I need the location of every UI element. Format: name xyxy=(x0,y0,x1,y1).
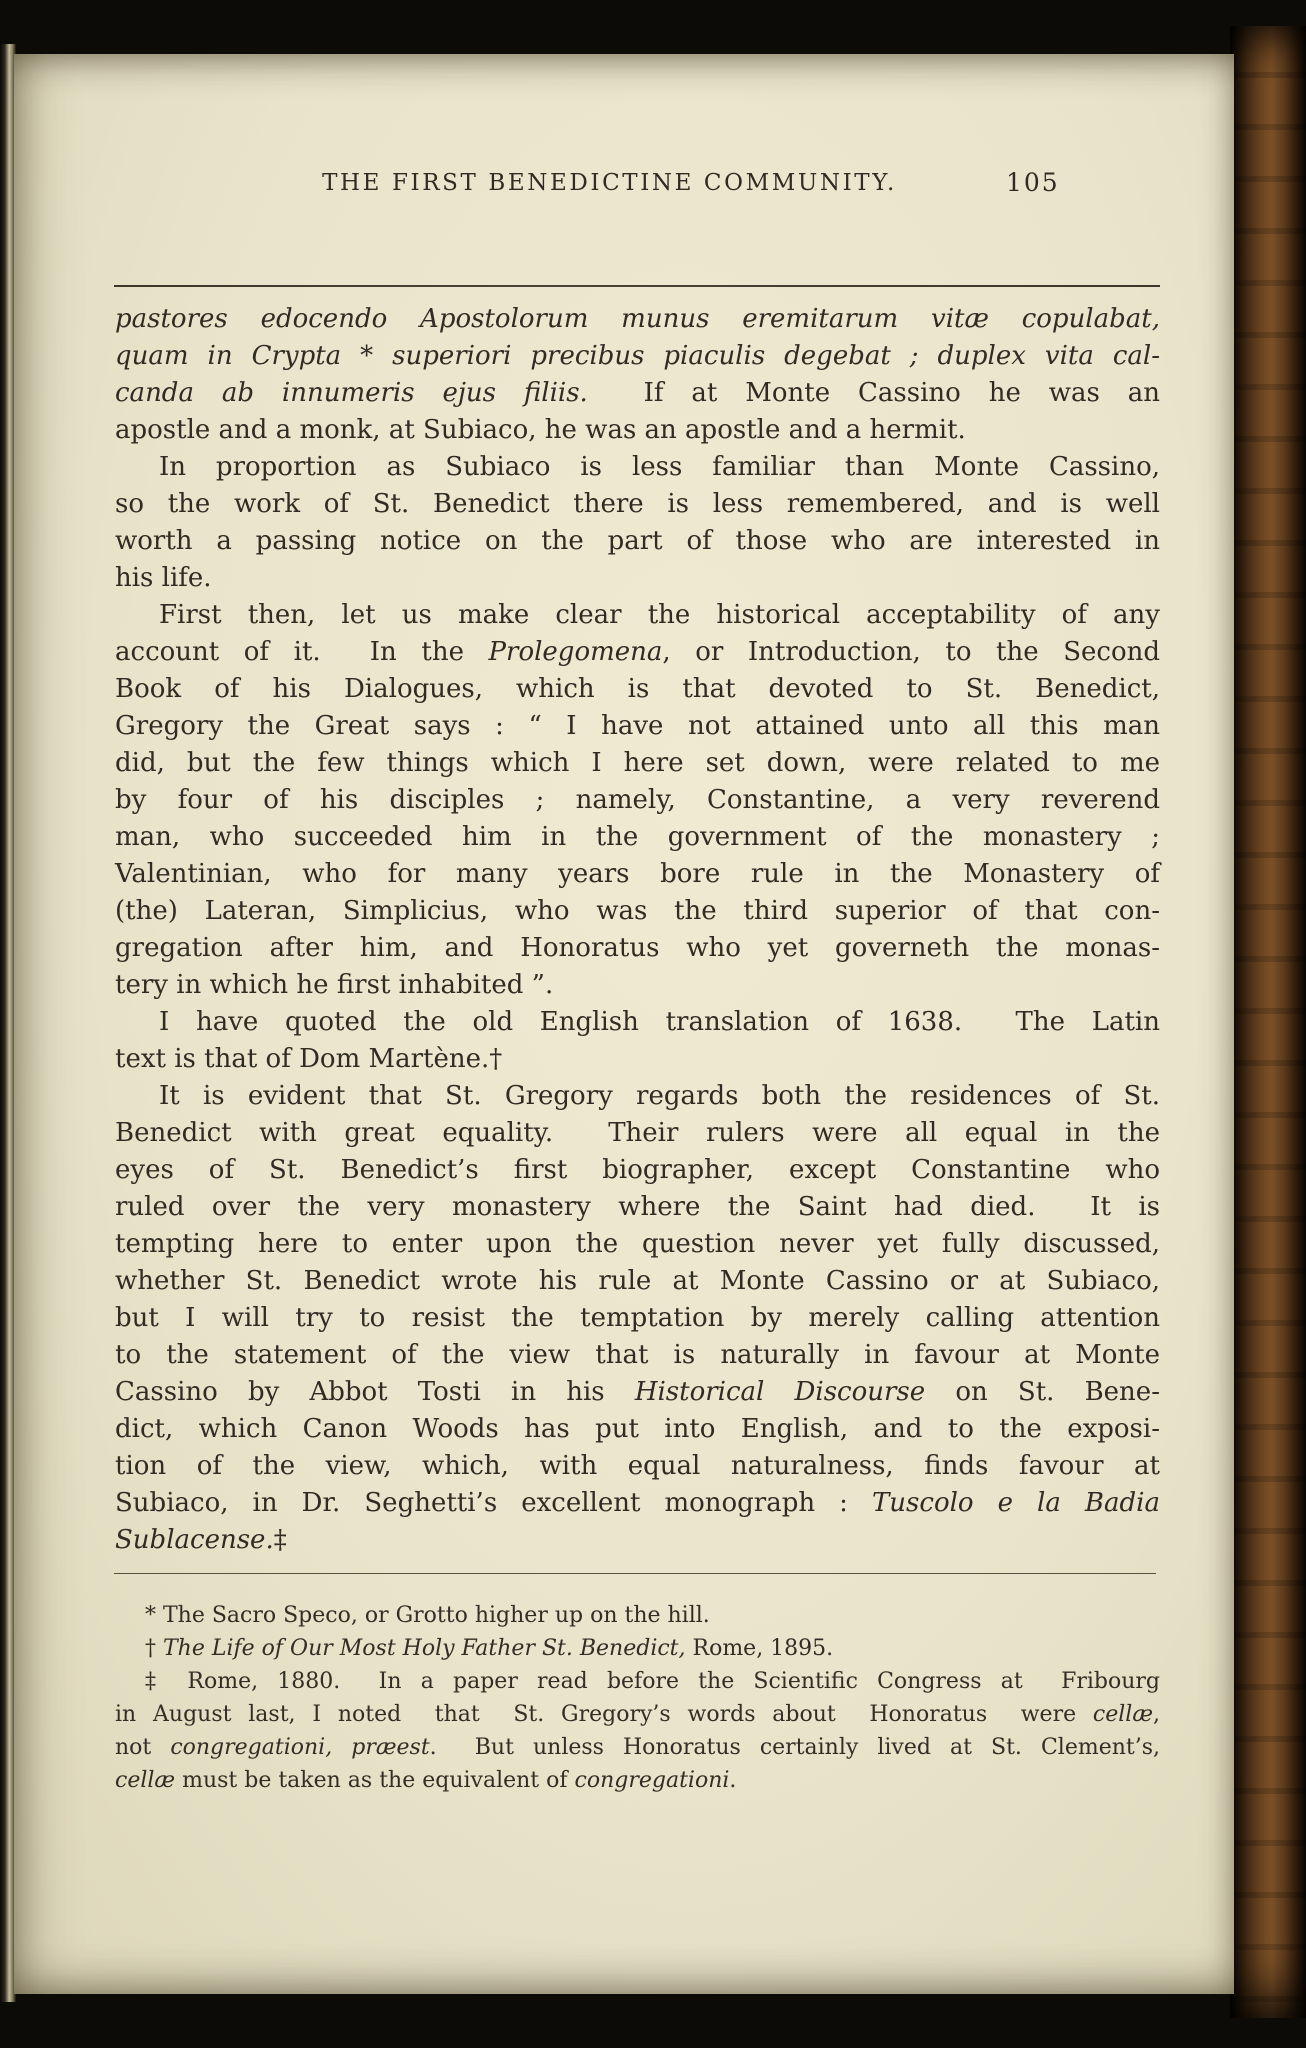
text-segment: ruled over the very monastery where the Saint had died. It is xyxy=(115,1192,1160,1222)
text-line xyxy=(115,1300,1160,1337)
text-segment: on St. Bene- xyxy=(925,1377,1160,1407)
text-line xyxy=(115,1374,1160,1411)
text-segment: pastores edocendo Apostolorum munus eremitarum vitæ copulabat, xyxy=(115,304,1160,334)
text-line xyxy=(115,671,1160,708)
text-segment: Book of his Dialogues, which is that devoted to St. Benedict, xyxy=(115,674,1160,704)
text-segment: congregationi, præest xyxy=(170,1735,430,1760)
text-line xyxy=(115,1078,1160,1115)
text-line xyxy=(115,1731,1160,1764)
text-line xyxy=(115,634,1160,671)
text-segment: Gregory the Great says : “ I have not attained unto all this man xyxy=(115,711,1160,741)
text-line xyxy=(115,1115,1160,1152)
paragraph xyxy=(115,1632,1160,1665)
text-line xyxy=(115,856,1160,893)
text-segment: Cassino by Abbot Tosti in his xyxy=(115,1377,635,1407)
text-line xyxy=(115,1226,1160,1263)
text-segment: eyes of St. Benedict’s first biographer, except Constantine who xyxy=(115,1155,1160,1185)
text-line xyxy=(115,893,1160,930)
text-line xyxy=(115,1522,1160,1559)
text-line xyxy=(115,1263,1160,1300)
text-line xyxy=(115,523,1160,560)
footnotes xyxy=(115,1599,1160,1797)
paragraph xyxy=(115,1004,1160,1078)
body-text xyxy=(115,301,1160,1559)
text-line xyxy=(115,1041,1160,1078)
text-segment: (the) Lateran, Simplicius, who was the third superior of that con- xyxy=(115,896,1160,926)
text-segment: Rome, 1895. xyxy=(685,1636,834,1661)
text-line xyxy=(115,1152,1160,1189)
text-line xyxy=(115,338,1160,375)
text-segment: Valentinian, who for many years bore rule in the Monastery of xyxy=(115,859,1160,889)
text-segment: congregationi xyxy=(574,1768,730,1793)
running-title: THE FIRST BENEDICTINE COMMUNITY. xyxy=(322,170,897,196)
text-line xyxy=(115,1485,1160,1522)
text-segment: . But unless Honoratus certainly lived at St. Clement’s, xyxy=(429,1735,1161,1760)
paragraph xyxy=(115,1599,1160,1632)
page-number: 105 xyxy=(1006,168,1060,197)
text-segment: not xyxy=(115,1735,171,1760)
text-segment: cellæ xyxy=(1092,1702,1153,1727)
text-segment: I have quoted the old English translation of 1638. The Latin xyxy=(159,1007,1160,1037)
text-segment: account of it. In the xyxy=(115,637,489,667)
text-segment: in August last, I noted that St. Gregory’s words about Honoratus were xyxy=(115,1702,1093,1727)
text-segment: worth a passing notice on the part of those who are interested in xyxy=(115,526,1160,556)
text-segment: tion of the view, which, with equal naturalness, finds favour at xyxy=(115,1451,1160,1481)
text-line xyxy=(115,597,1160,634)
text-segment: dict, which Canon Woods has put into English, and to the exposi- xyxy=(115,1414,1160,1444)
text-segment: ‡ xyxy=(273,1525,287,1555)
text-line xyxy=(115,967,1160,1004)
text-segment: * The Sacro Speco, or Grotto higher up on the hill. xyxy=(145,1603,710,1628)
text-line xyxy=(115,1632,1160,1665)
text-segment: First then, let us make clear the historical acceptability of any xyxy=(159,600,1160,630)
text-segment: quam in Crypta * superiori precibus piaculis degebat ; duplex vita cal- xyxy=(115,341,1160,371)
text-line xyxy=(115,560,1160,597)
paragraph xyxy=(115,1665,1160,1797)
text-segment: Prolegomena xyxy=(488,637,663,667)
text-line xyxy=(115,1189,1160,1226)
text-line xyxy=(115,745,1160,782)
text-segment: did, but the few things which I here set down, were related to me xyxy=(115,748,1160,778)
text-segment: cellæ xyxy=(115,1768,176,1793)
header-rule xyxy=(114,285,1160,287)
text-segment: must be taken as the equivalent of xyxy=(175,1768,575,1793)
text-line xyxy=(115,301,1160,338)
text-segment: Historical Discourse xyxy=(634,1377,926,1407)
text-segment: man, who succeeded him in the government of the monastery ; xyxy=(115,822,1160,852)
text-line xyxy=(115,1698,1160,1731)
text-segment: Sublacense. xyxy=(115,1525,274,1555)
text-line xyxy=(115,1411,1160,1448)
footnote-rule xyxy=(114,1573,1156,1574)
paragraph xyxy=(115,301,1160,449)
book-page xyxy=(14,54,1234,1994)
text-segment: . xyxy=(729,1768,737,1793)
text-segment: The Life of Our Most Holy Father St. Benedict, xyxy=(163,1636,686,1661)
text-line xyxy=(115,708,1160,745)
text-segment: gregation after him, and Honoratus who yet governeth the monas- xyxy=(115,933,1160,963)
text-segment: tempting here to enter upon the question never yet fully discussed, xyxy=(115,1229,1160,1259)
text-segment: canda ab innumeris ejus filiis. xyxy=(115,378,588,408)
text-segment: It is evident that St. Gregory regards both the residences of St. xyxy=(159,1081,1160,1111)
text-line xyxy=(115,930,1160,967)
text-segment: text is that of Dom Martène.† xyxy=(115,1044,503,1074)
text-segment: apostle and a monk, at Subiaco, he was an apostle and a hermit. xyxy=(115,415,966,445)
text-line xyxy=(115,1764,1160,1797)
text-segment: to the statement of the view that is naturally in favour at Monte xyxy=(115,1340,1160,1370)
text-segment: but I will try to resist the temptation by merely calling attention xyxy=(115,1303,1160,1333)
text-segment: If at Monte Cassino he was an xyxy=(587,378,1160,408)
text-line xyxy=(115,782,1160,819)
text-segment: , xyxy=(1153,1702,1160,1727)
paragraph xyxy=(115,449,1160,597)
text-segment: In proportion as Subiaco is less familiar than Monte Cassino, xyxy=(159,452,1160,482)
text-segment: by four of his disciples ; namely, Constantine, a very reverend xyxy=(115,785,1160,815)
text-segment: Subiaco, in Dr. Seghetti’s excellent monograph : xyxy=(115,1488,872,1518)
text-segment: † xyxy=(145,1636,163,1661)
text-segment: so the work of St. Benedict there is less remembered, and is well xyxy=(115,489,1160,519)
text-segment: his life. xyxy=(115,563,212,593)
text-line xyxy=(115,1448,1160,1485)
text-segment: ‡ Rome, 1880. In a paper read before the Scientific Congress at Fribourg xyxy=(145,1669,1160,1694)
book-fore-edge xyxy=(1230,26,1306,2018)
text-segment: whether St. Benedict wrote his rule at Monte Cassino or at Subiaco, xyxy=(115,1266,1160,1296)
text-segment: tery in which he first inhabited ”. xyxy=(115,970,554,1000)
paragraph xyxy=(115,597,1160,1004)
text-line xyxy=(115,1665,1160,1698)
text-line xyxy=(115,1337,1160,1374)
text-line xyxy=(115,1004,1160,1041)
text-segment: Benedict with great equality. Their rulers were all equal in the xyxy=(115,1118,1160,1148)
text-line xyxy=(115,486,1160,523)
text-line xyxy=(115,375,1160,412)
text-segment: Tuscolo e la Badia xyxy=(871,1488,1160,1518)
text-line xyxy=(115,449,1160,486)
text-line xyxy=(115,819,1160,856)
text-segment: , or Introduction, to the Second xyxy=(662,637,1160,667)
text-line xyxy=(115,1599,1160,1632)
text-line xyxy=(115,412,1160,449)
paragraph xyxy=(115,1078,1160,1559)
